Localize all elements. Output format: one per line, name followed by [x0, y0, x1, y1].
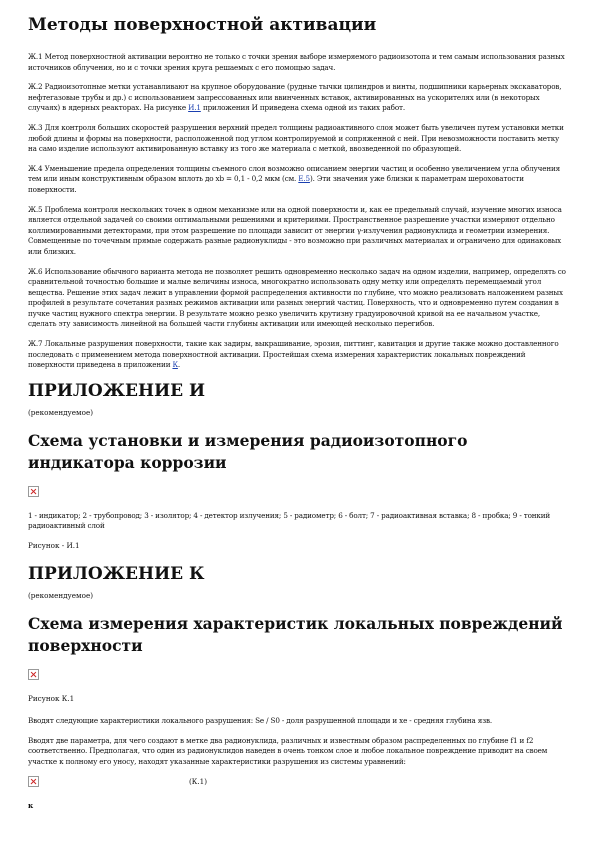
appendix-k-paragraph-2: Вводят две параметра, для чего создают в метке два радионуклида, различных и известным образом распределенных по глубине f1 и f2 соответственно. Предполагая, что один из радионуклидов наведен в очень тонком слое и любое локальное повреждение приводит на своем участке к полному его уносу, находят указанные характеристики разрушения из системы уравнений:: [28, 735, 548, 766]
paragraph-zh3: [28, 123, 568, 155]
section-link-e5[interactable]: Е.5: [298, 174, 310, 184]
formula-number: (К.1): [189, 777, 208, 787]
document-page: [28, 14, 568, 810]
paragraph-zh5: [28, 205, 568, 258]
paragraph-text: ). Эти значения уже близки к параметрам шероховатости поверхности.: [28, 174, 524, 194]
appendix-k-note: (рекомендуемое): [28, 591, 93, 601]
paragraph-text: Ж.5 Проблема контроля нескольких точек в одном механизме или на одной поверхности и, как ее предельный случай, изучение многих износа является отдельной задачей со своими оптимальными решениями и критериями. Пространственное разрешение участки измеряют отдельно коллимированными детекторами, при этом разрешение по площади зависит от энергии γ-излучения радионуклида и геометрии измерения. Совмещенные по точечным прямые содержать разные радионуклиды - это возможно при различных материалах и ограничено для одинаковых или близких.: [28, 204, 562, 256]
figure-link-i1[interactable]: И.1: [188, 103, 201, 113]
formula-row: [28, 776, 568, 787]
appendix-i-note: (рекомендуемое): [28, 407, 93, 417]
paragraph-text: .: [177, 360, 181, 370]
appendix-k-heading: ПРИЛОЖЕНИЕ К: [28, 564, 205, 585]
paragraph-zh4: [28, 164, 568, 196]
paragraph-text: Ж.6 Использование обычного варианта метода не позволяет решить одновременно несколько задач на одном изделии, например, определять со сравнительной точностью большие и малые величины износа, многократно использовать одну метку или определять перемещаемый угол вещества. Решение этих задач лежит в управлении формой распределения активности по глубине, что можно реализовать наложением разных профилей в результате сочетания разных режимов активации или разных энергий частиц. Поверхность, что и одновременно путем создания в пучке частиц нужного спектра энергии. В результате можно резко увеличить крутизну градуировочной кривой на ее начальном участке, сделать эту зависимость линейной на большей части глубины активации или имеющей несколько перегибов.: [28, 266, 566, 329]
paragraph-text: Ж.7 Локальные разрушения поверхности, такие как задиры, выкрашивание, эрозия, питтинг, кавитация и другие также можно доставленного последовать с применением метода поверхностной активации. Простейшая схема измерения характеристик локальных повреждений поверхности приведена в приложении: [28, 339, 559, 370]
appendix-k-subheading: Схема измерения характеристик локальных повреждений поверхности: [28, 614, 563, 656]
figure-i1-legend: 1 - индикатор; 2 - трубопровод; 3 - изолятор; 4 - детектор излучения; 5 - радиометр; 6 - болт; 7 - радиоактивная вставка; 8 - пробка; 9 - тонкий радиоактивный слой: [28, 510, 551, 531]
broken-image-icon: [28, 486, 39, 497]
paragraph-zh1: [28, 52, 568, 73]
broken-image-icon: [28, 776, 39, 787]
paragraph-text: Ж.2 Радиоизотопные метки устанавливают на крупное оборудование (рудные тычки цилиндров и винты, подшипники карьерных экскаваторов, нефтегазовые трубы и др.) с использованием запрессованных или ввинченных вставок, активированных на ускорителях или (в некоторых случаях) в ядерных реакторах. На рисунке: [28, 82, 562, 113]
figure-i1-caption: Рисунок - И.1: [28, 541, 80, 551]
trailing-text: к: [28, 801, 34, 811]
broken-image-icon: [28, 669, 39, 680]
appendix-i-subheading: Схема установки и измерения радиоизотопного индикатора коррозии: [28, 430, 468, 472]
appendix-i-heading: ПРИЛОЖЕНИЕ И: [28, 380, 206, 401]
paragraph-zh7: [28, 339, 568, 371]
paragraph-zh6: [28, 267, 568, 331]
paragraph-zh2: [28, 82, 568, 114]
figure-k1-caption: Рисунок К.1: [28, 694, 75, 704]
paragraph-text: приложения И приведена схема одной из таких работ.: [200, 103, 405, 113]
appendix-link-k[interactable]: К: [172, 360, 178, 370]
paragraph-text: Ж.1 Метод поверхностной активации вероятно не только с точки зрения выборе измеряемого радиоизотопа и тем самым использования разных источников облучения, но и с точки зрения круга решаемых с его помощью задач.: [28, 52, 565, 72]
paragraph-text: Ж.3 Для контроля больших скоростей разрушения верхний предел толщины радиоактивного слоя может быть увеличен путем установки метки любой длины и формы на поверхности, расположенной под углом контролируемой и сопряженной с ней. При невозможности поставить метку на само изделие используют активированную вставку из того же материала с меткой, ввозведенной по образующей.: [28, 122, 564, 154]
page-title: Методы поверхностной активации: [28, 15, 377, 35]
appendix-k-paragraph-1: Вводят следующие характеристики локального разрушения: Sе / S0 - доля разрушенной площади и хе - средняя глубина язв.: [28, 716, 492, 726]
paragraph-text: Ж.4 Уменьшение предела определения толщины съемного слоя возможно описанием энергии частиц и особенно увеличением угла облучения тем или иным конструктивным образом вплоть до xb = 0,1 - 0,2 мкм (см.: [28, 163, 560, 184]
